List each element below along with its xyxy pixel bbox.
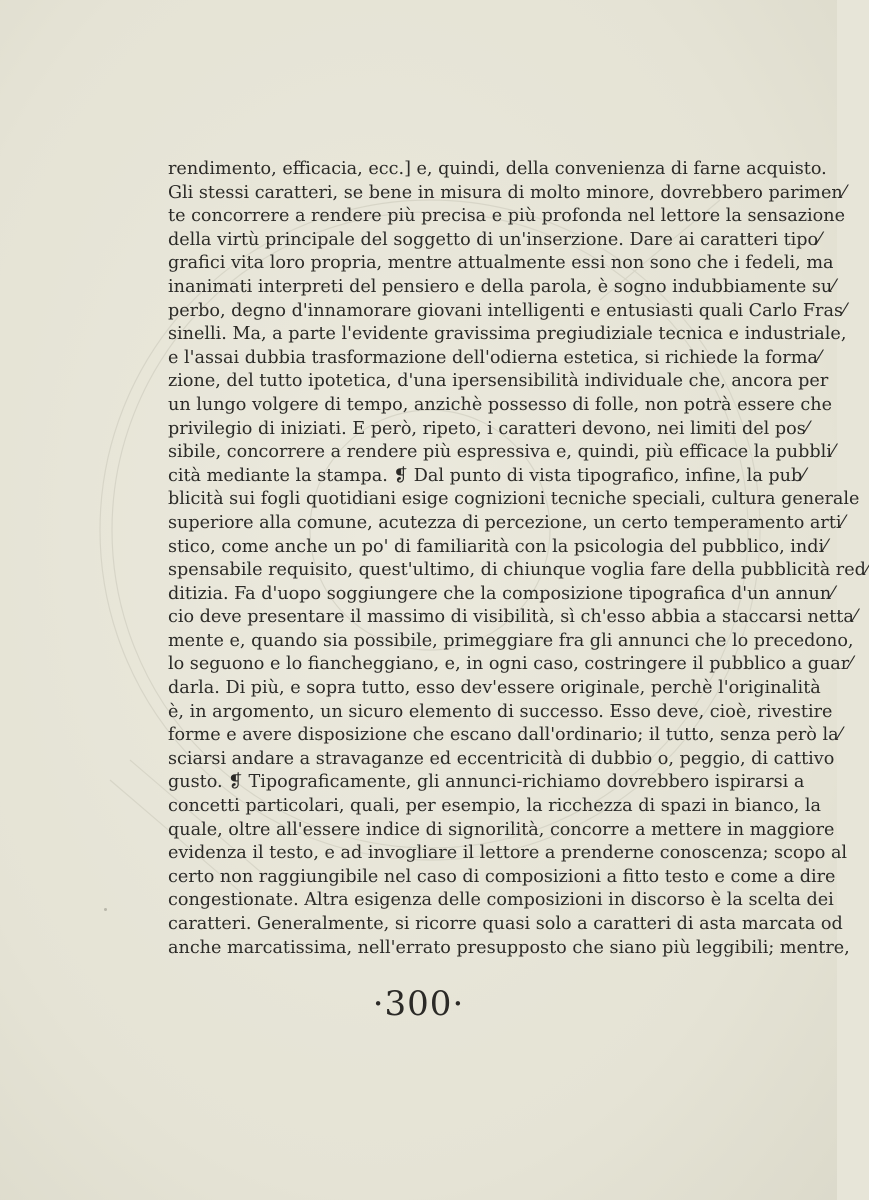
text-line: blicità sui fogli quotidiani esige cognizioni tecniche speciali, cultura generale (168, 489, 860, 510)
text-line: sinelli. Ma, a parte l'evidente gravissima pregiudiziale tecnica e industriale, (168, 324, 847, 345)
text-line: cità mediante la stampa. ❡ Dal punto di vista tipografico, infine, la pub⁄ (168, 465, 806, 486)
text-line: spensabile requisito, quest'ultimo, di chiunque voglia fare della pubblicità red⁄ (168, 560, 869, 581)
paper-speck (104, 908, 107, 911)
text-line: privilegio di iniziati. E però, ripeto, i caratteri devono, nei limiti del pos⁄ (168, 418, 809, 439)
text-line: evidenza il testo, e ad invogliare il lettore a prenderne conoscenza; scopo al (168, 843, 848, 864)
text-line: sciarsi andare a stravaganze ed eccentricità di dubbio o, peggio, di cattivo (168, 748, 835, 769)
text-line: gusto. ❡ Tipograficamente, gli annunci-richiamo dovrebbero ispirarsi a (168, 772, 805, 793)
text-line: anche marcatissima, nell'errato presupposto che siano più leggibili; mentre, (168, 937, 850, 958)
text-line: superiore alla comune, acutezza di percezione, un certo temperamento arti⁄ (168, 512, 845, 533)
text-line: lo seguono e lo fiancheggiano, e, in ogni caso, costringere il pubblico a guar⁄ (168, 654, 853, 675)
text-line: è, in argomento, un sicuro elemento di successo. Esso deve, cioè, rivestire (168, 701, 833, 722)
text-line: darla. Di più, e sopra tutto, esso dev'essere originale, perchè l'originalità (168, 678, 821, 699)
text-line: rendimento, efficacia, ecc.] e, quindi, della convenienza di farne acquisto. (168, 159, 827, 179)
body-text (168, 158, 869, 960)
text-line: zione, del tutto ipotetica, d'una ipersensibilità individuale che, ancora per (168, 371, 829, 392)
text-line: quale, oltre all'essere indice di signorilità, concorre a mettere in maggiore (168, 819, 835, 840)
text-line: Gli stessi caratteri, se bene in misura di molto minore, dovrebbero parimen⁄ (168, 182, 846, 203)
page-number: ·300· (372, 984, 465, 1024)
text-line: della virtù principale del soggetto di un'inserzione. Dare ai caratteri tipo⁄ (168, 229, 822, 250)
text-line: perbo, degno d'innamorare giovani intelligenti e entusiasti quali Carlo Fras⁄ (168, 300, 846, 321)
text-line: forme e avere disposizione che escano dall'ordinario; il tutto, senza però la⁄ (168, 725, 842, 746)
text-line: te concorrere a rendere più precisa e più profonda nel lettore la sensazione (168, 206, 845, 227)
text-line: inanimati interpreti del pensiero e della parola, è sogno indubbiamente su⁄ (168, 276, 836, 297)
text-line: concetti particolari, quali, per esempio, la ricchezza di spazi in bianco, la (168, 796, 822, 817)
text-line: ditizia. Fa d'uopo soggiungere che la composizione tipografica d'un annun⁄ (168, 583, 835, 604)
text-line: certo non raggiungibile nel caso di composizioni a fitto testo e come a dire (168, 866, 836, 887)
text-line: congestionate. Altra esigenza delle composizioni in discorso è la scelta dei (168, 890, 834, 911)
text-line: un lungo volgere di tempo, anzichè possesso di folle, non potrà essere che (168, 394, 832, 415)
text-line: grafici vita loro propria, mentre attualmente essi non sono che i fedeli, ma (168, 253, 834, 274)
text-line: stico, come anche un po' di familiarità con la psicologia del pubblico, indi⁄ (168, 536, 828, 557)
text-line: e l'assai dubbia trasformazione dell'odierna estetica, si richiede la forma⁄ (168, 347, 821, 368)
text-line: caratteri. Generalmente, si ricorre quasi solo a caratteri di asta marcata od (168, 914, 843, 934)
text-line: mente e, quando sia possibile, primeggiare fra gli annunci che lo precedono, (168, 630, 854, 651)
text-line: sibile, concorrere a rendere più espressiva e, quindi, più efficace la pubbli⁄ (168, 442, 835, 463)
text-line: cio deve presentare il massimo di visibilità, sì ch'esso abbia a staccarsi netta⁄ (168, 607, 857, 628)
